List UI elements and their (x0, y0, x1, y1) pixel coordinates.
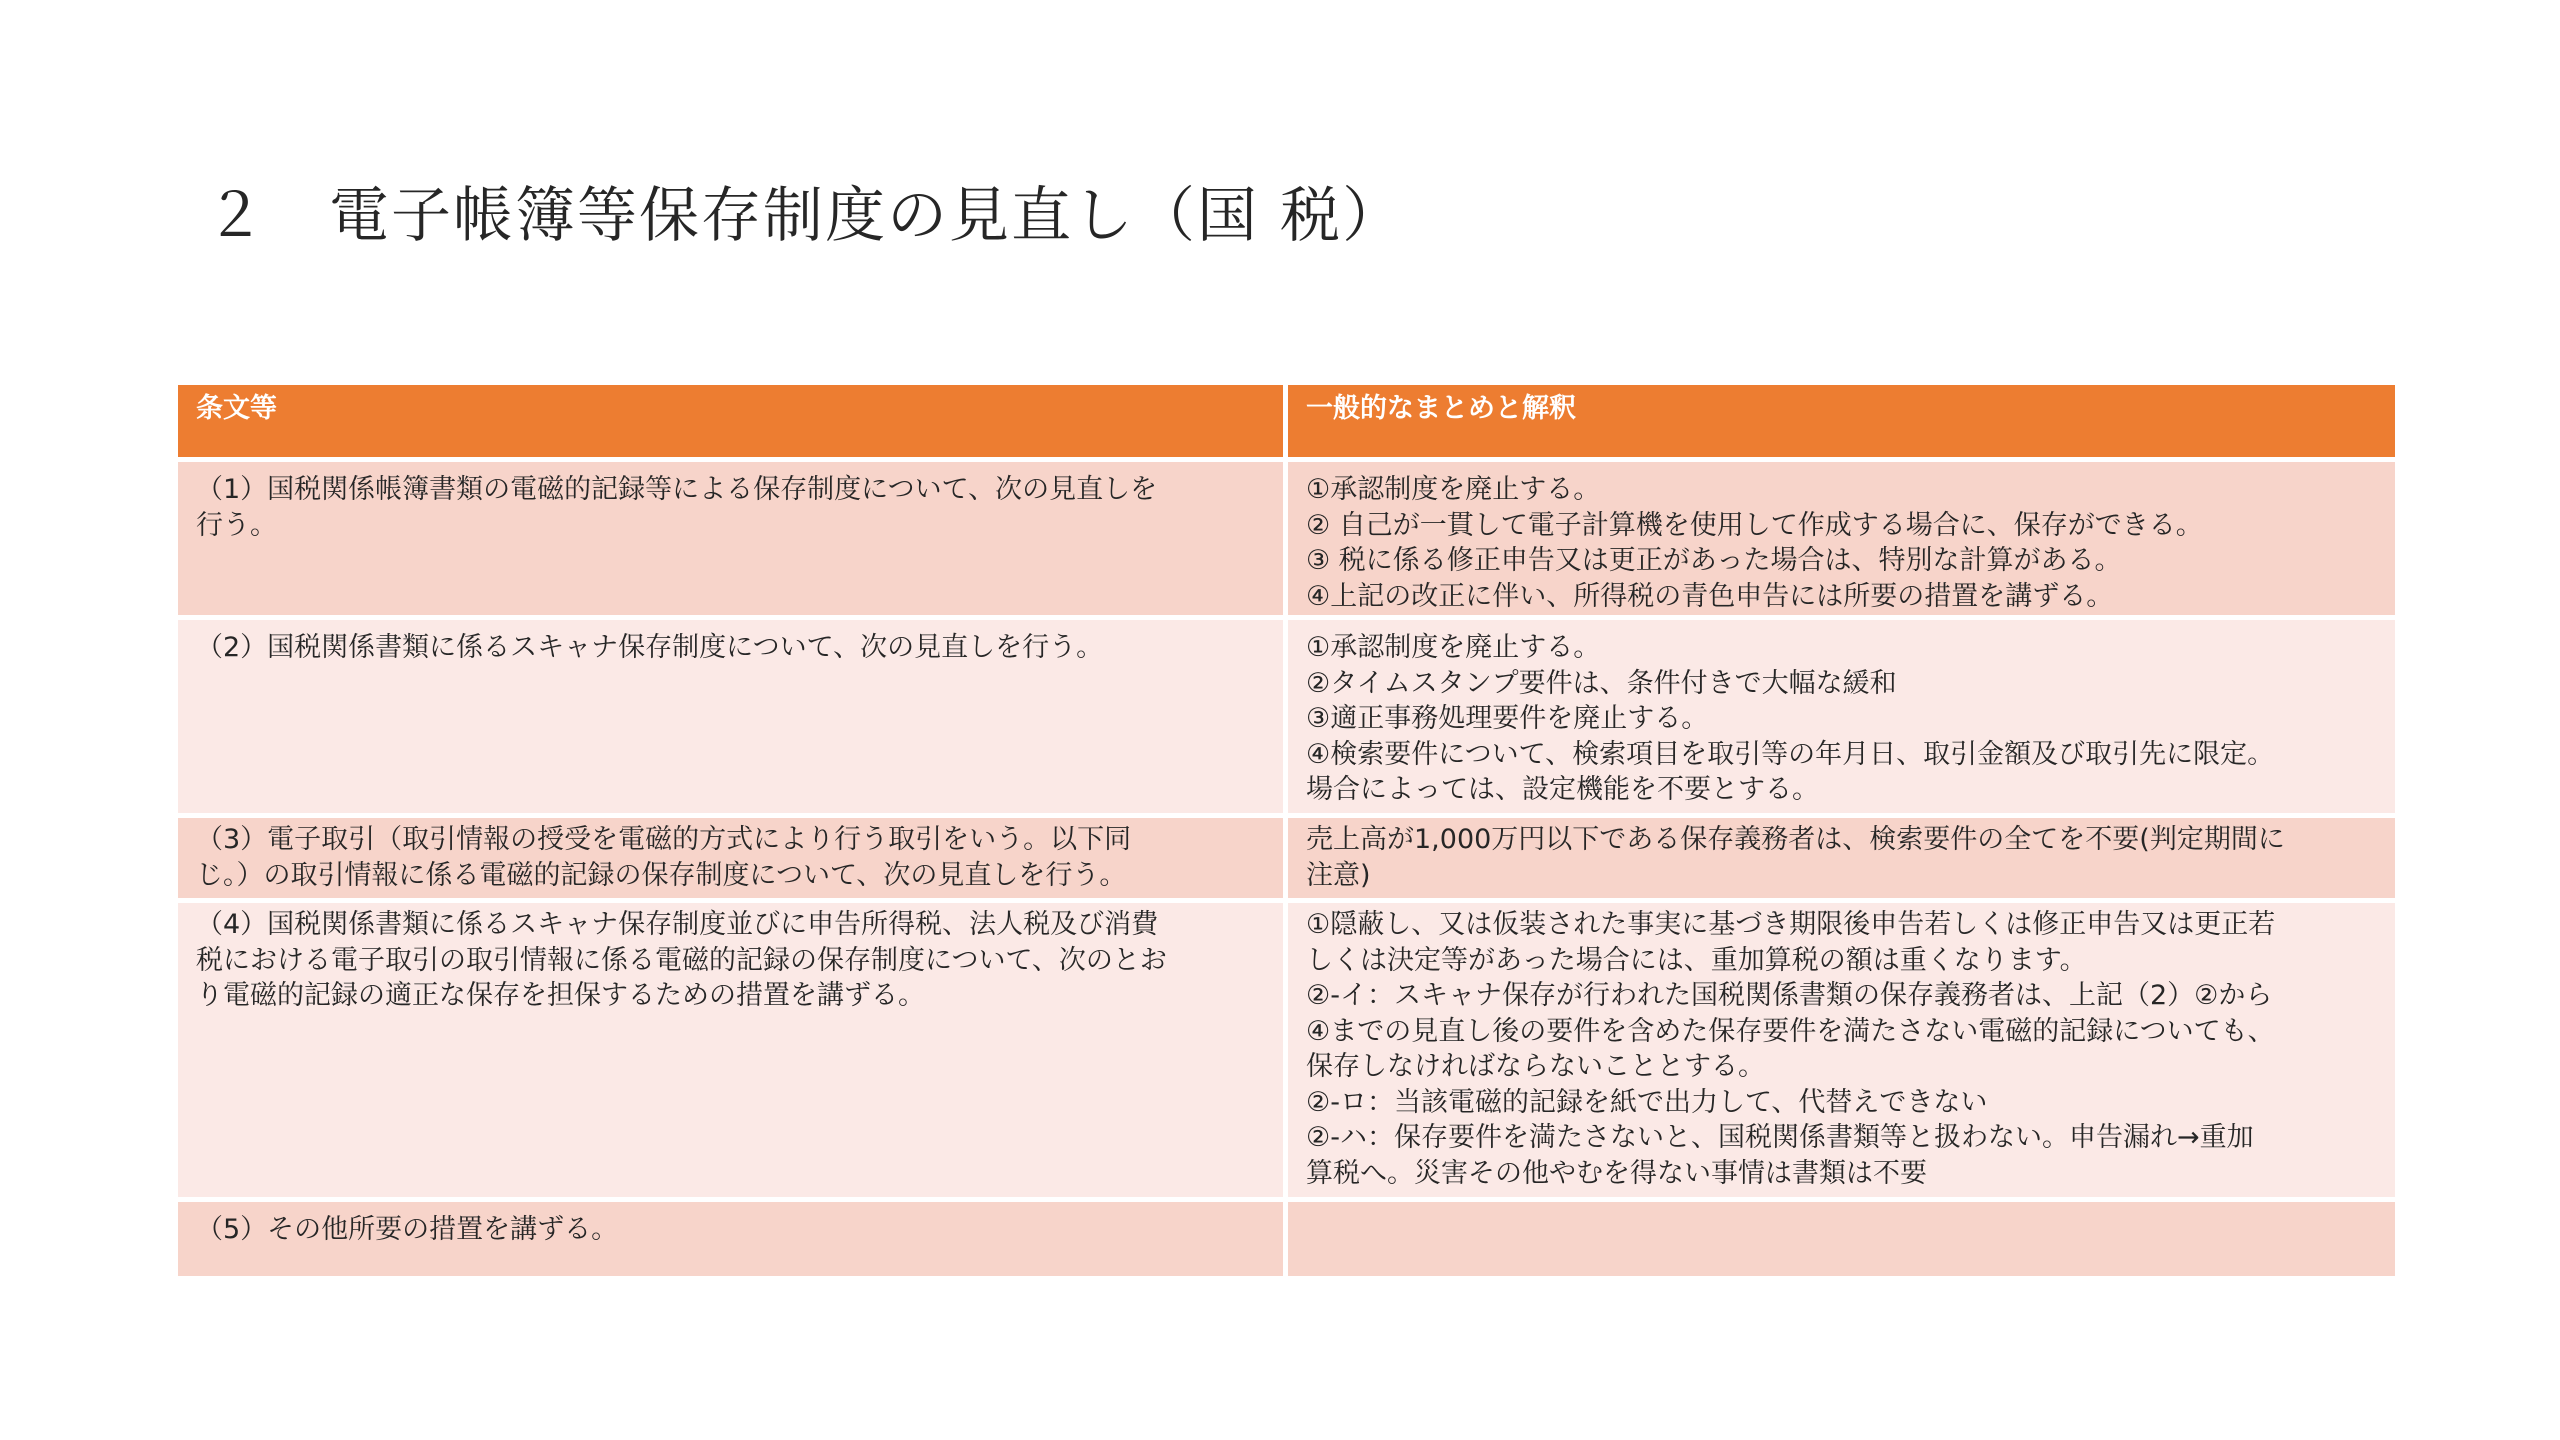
cell-text-line: 算税へ。災害その他やむを得ない事情は書類は不要 (1306, 1157, 1927, 1189)
provision-cell (178, 903, 1283, 1197)
cell-text-line: ②タイムスタンプ要件は、条件付きで大幅な緩和 (1306, 667, 1897, 699)
cell-text-line: ④までの見直し後の要件を含めた保存要件を満たさない電磁的記録についても、 (1306, 1015, 2275, 1047)
table-row (178, 462, 2395, 615)
table-header-row (178, 385, 2395, 457)
header-provisions: 条文等 (178, 385, 1283, 457)
cell-text-line: 税における電子取引の取引情報に係る電磁的記録の保存制度について、次のとお (196, 944, 1167, 976)
cell-text-line: 売上高が1,000万円以下である保存義務者は、検索要件の全てを不要(判定期間に (1306, 824, 2285, 855)
cell-text-line: しくは決定等があった場合には、重加算税の額は重くなります。 (1306, 944, 2087, 976)
cell-text-line: （1）国税関係帳簿書類の電磁的記録等による保存制度について、次の見直しを (196, 474, 1158, 505)
cell-text-line: ②-ロ：当該電磁的記録を紙で出力して、代替えできない (1306, 1086, 1988, 1118)
cell-text-line: ② 自己が一貫して電子計算機を使用して作成する場合に、保存ができる。 (1306, 509, 2203, 541)
cell-text-line: ③ 税に係る修正申告又は更正があった場合は、特別な計算がある。 (1306, 545, 2122, 576)
cell-text-line: 注意) (1306, 859, 1371, 891)
page-title: ２ 電子帳簿等保存制度の見直し（国 税） (205, 181, 1405, 251)
table-row (178, 1202, 2395, 1276)
cell-text-line: り電磁的記録の適正な保存を担保するための措置を講ずる。 (196, 980, 925, 1011)
summary-cell (1288, 1202, 2395, 1276)
cell-text-line: 保存しなければならないこととする。 (1306, 1051, 1765, 1082)
cell-text-line: ①承認制度を廃止する。 (1306, 632, 1601, 663)
provision-cell (178, 620, 1283, 813)
cell-text-line: 行う。 (196, 509, 277, 541)
cell-text-line: ①承認制度を廃止する。 (1306, 474, 1601, 505)
provision-cell (178, 1202, 1283, 1276)
cell-text-line: じ。）の取引情報に係る電磁的記録の保存制度について、次の見直しを行う。 (196, 859, 1127, 891)
table-row (178, 903, 2395, 1197)
provision-cell (178, 818, 1283, 898)
summary-cell (1288, 620, 2395, 813)
cell-text-line: ①隠蔽し、又は仮装された事実に基づき期限後申告若しくは修正申告又は更正若 (1306, 909, 2276, 940)
summary-cell (1288, 903, 2395, 1197)
comparison-table (178, 385, 2395, 1281)
cell-text-line: （4）国税関係書類に係るスキャナ保存制度並びに申告所得税、法人税及び消費 (196, 909, 1159, 940)
cell-text-line: ④上記の改正に伴い、所得税の青色申告には所要の措置を講ずる。 (1306, 580, 2114, 612)
cell-text-line: （3）電子取引（取引情報の授受を電磁的方式により行う取引をいう。以下同 (196, 824, 1132, 855)
cell-text-line: ②-ハ：保存要件を満たさないと、国税関係書類等と扱わない。申告漏れ→重加 (1306, 1122, 2254, 1153)
cell-text-line: （2）国税関係書類に係るスキャナ保存制度について、次の見直しを行う。 (196, 632, 1104, 663)
cell-text-line: 場合によっては、設定機能を不要とする。 (1306, 774, 1819, 805)
summary-cell (1288, 818, 2395, 898)
table-row (178, 620, 2395, 813)
cell-text-line: （5）その他所要の措置を講ずる。 (196, 1214, 619, 1245)
provision-cell (178, 462, 1283, 615)
header-summary: 一般的なまとめと解釈 (1288, 385, 2395, 457)
cell-text-line: ②-イ：スキャナ保存が行われた国税関係書類の保存義務者は、上記（2）②から (1306, 980, 2273, 1011)
table-row (178, 818, 2395, 898)
summary-cell (1288, 462, 2395, 615)
cell-text-line: ④検索要件について、検索項目を取引等の年月日、取引金額及び取引先に限定。 (1306, 738, 2275, 770)
cell-text-line: ③適正事務処理要件を廃止する。 (1306, 703, 1709, 734)
